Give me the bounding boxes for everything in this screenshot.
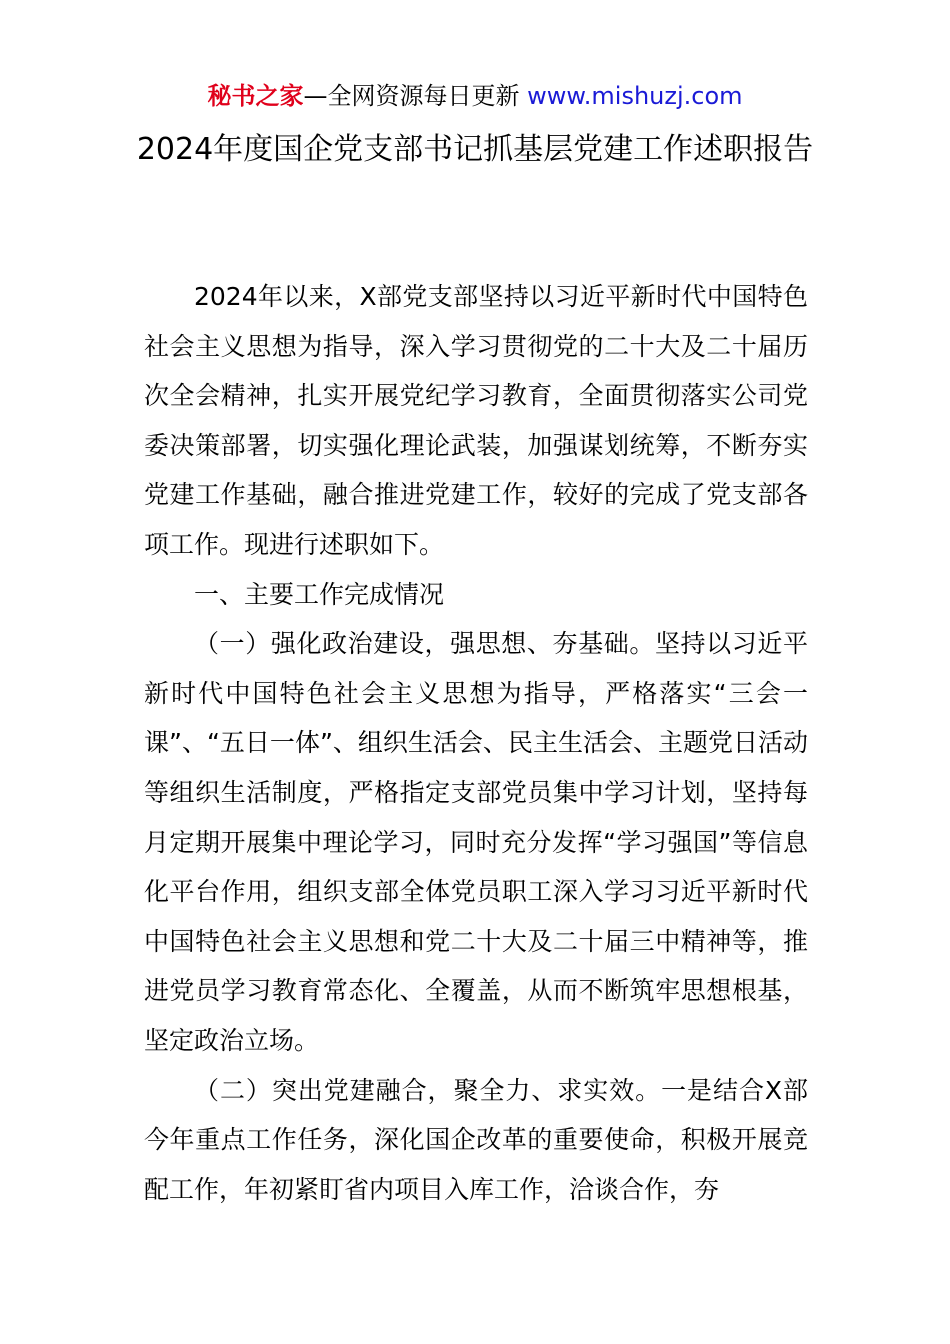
- document-body: [144, 272, 808, 1214]
- section-heading: 一、主要工作完成情况: [194, 579, 445, 609]
- body-paragraph: （一）强化政治建设，强思想、夯基础。坚持以习近平新时代中国特色社会主义思想为指导，严格落实“三会一课”、“五日一体”、组织生活会、民主生活会、主题党日活动等组织生活制度，严格指定支部党员集中学习计划，坚持每月定期开展集中理论学习，同时充分发挥“学习强国”等信息化平台作用，组织支部全体党员职工深入学习习近平新时代中国特色社会主义思想和党二十大及二十届三中精神等，推进党员学习教育常态化、全覆盖，从而不断筑牢思想根基，坚定政治立场。: [144, 629, 808, 1055]
- document-title: 2024年度国企党支部书记抓基层党建工作述职报告: [136, 132, 814, 167]
- body-paragraph: （二）突出党建融合，聚全力、求实效。一是结合X部今年重点工作任务，深化国企改革的重要使命，积极开展竞配工作，年初紧盯省内项目入库工作，洽谈合作，夯: [144, 1075, 808, 1204]
- brand-name: 秘书之家: [207, 82, 304, 110]
- header-tagline: —全网资源每日更新: [303, 82, 520, 110]
- site-url-link[interactable]: www.mishuzj.com: [527, 82, 743, 110]
- site-header: [0, 80, 950, 112]
- intro-paragraph: 2024年以来，X部党支部坚持以习近平新时代中国特色社会主义思想为指导，深入学习贯彻党的二十大及二十届历次全会精神，扎实开展党纪学习教育，全面贯彻落实公司党委决策部署，切实强化理论武装，加强谋划统筹，不断夯实党建工作基础，融合推进党建工作，较好的完成了党支部各项工作。现进行述职如下。: [144, 282, 808, 559]
